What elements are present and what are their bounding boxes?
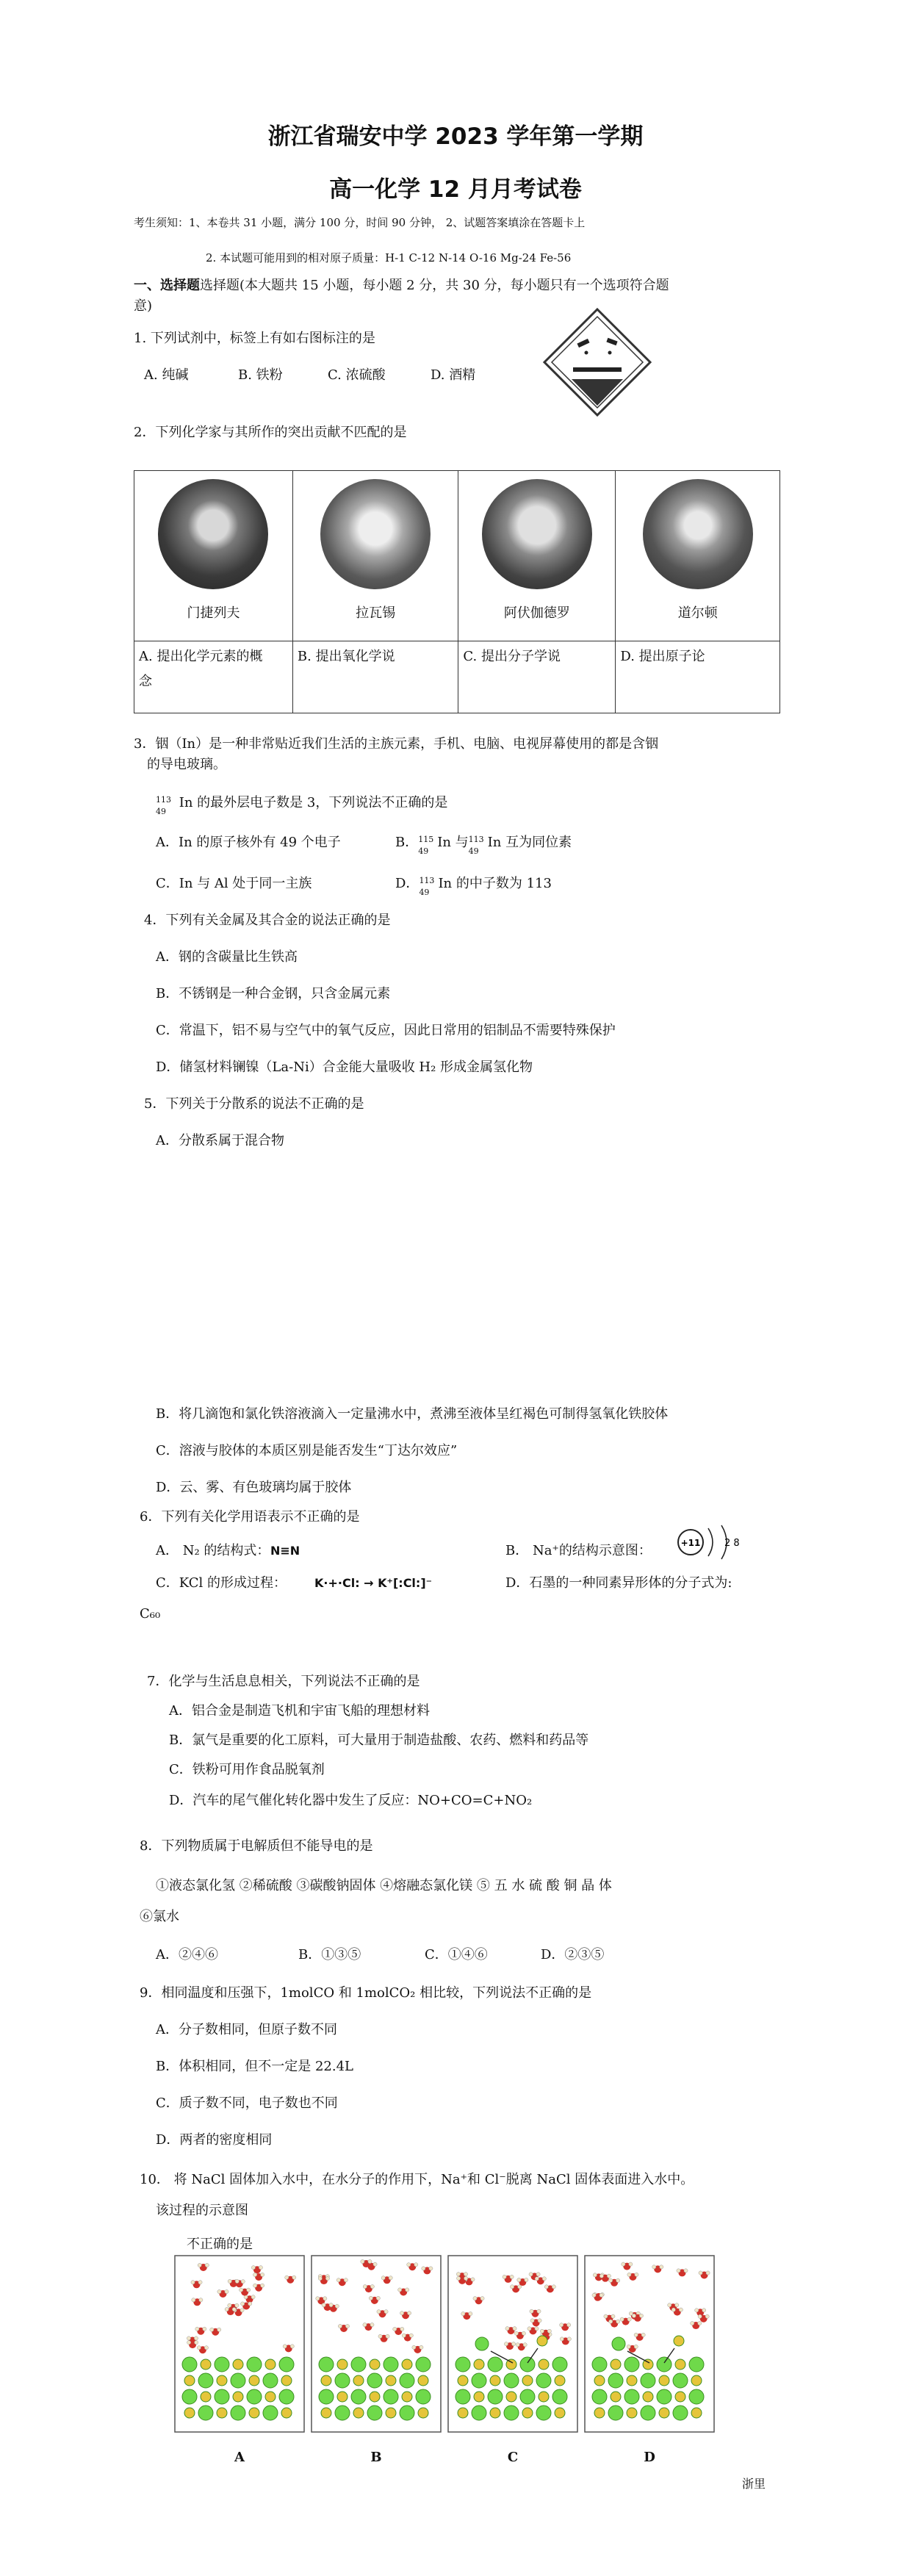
scientist-cell-avogadro	[458, 471, 616, 641]
scientist-cell-lavoisier	[292, 471, 458, 641]
chloride-ion	[472, 2373, 486, 2388]
nucleus-charge: +11	[680, 1538, 701, 1548]
chloride-ion	[231, 2373, 245, 2388]
chloride-ion	[247, 2357, 262, 2372]
q8-option-a: A．②④⑥	[156, 1947, 218, 1962]
dissolution-diagram-c	[447, 2254, 579, 2445]
q2-option-d: D. 提出原子论	[616, 641, 780, 713]
q8-option-d: D．②③⑤	[541, 1947, 605, 1962]
chloride-ion	[552, 2389, 567, 2404]
sodium-ion	[217, 2375, 227, 2386]
mendeleev-portrait	[158, 479, 268, 589]
option-letter: D．	[395, 876, 420, 891]
sodium-ion	[353, 2375, 364, 2386]
q3-stem-cont: 的导电玻璃。	[147, 757, 226, 772]
chloride-ion	[657, 2357, 671, 2372]
q3-option-d	[395, 874, 552, 897]
chloride-ion	[263, 2406, 278, 2420]
chloride-ion	[624, 2389, 639, 2404]
chloride-ion	[351, 2389, 366, 2404]
sodium-ion	[458, 2408, 468, 2418]
sodium-ion	[659, 2408, 669, 2418]
q5-option-a: A．分散系属于混合物	[156, 1133, 284, 1148]
chloride-ion	[689, 2357, 704, 2372]
q8-items: ①液态氯化氢 ②稀硫酸 ③碳酸钠固体 ④熔融态氯化镁 ⑤ 五 水 硫 酸 铜 晶 体	[156, 1878, 612, 1893]
q9-option-c: C．质子数不同，电子数也不同	[156, 2095, 338, 2111]
q6-option-a: A． N₂ 的结构式：	[156, 1543, 270, 1558]
q5-option-d: D．云、雾、有色玻璃均属于胶体	[156, 1480, 352, 1495]
section-desc: 选择题(本大题共 15 小题，每小题 2 分，共 30 分，每小题只有一个选项符合题	[200, 278, 669, 293]
q4-stem: 4．下列有关金属及其合金的说法正确的是	[144, 913, 391, 928]
q9-option-d: D．两者的密度相同	[156, 2132, 273, 2148]
section-heading	[134, 276, 669, 295]
q1-option-a: A. 纯碱	[144, 367, 189, 383]
sodium-ion	[201, 2359, 211, 2370]
chloride-ion	[592, 2357, 607, 2372]
q1-option-d: D. 酒精	[431, 367, 476, 383]
sodium-ion	[611, 2359, 621, 2370]
mass-number: 113	[468, 835, 484, 844]
section-title: 一、选择题	[134, 278, 200, 293]
chloride-ion	[400, 2373, 414, 2388]
chloride-ion	[279, 2389, 294, 2404]
chloride-ion	[198, 2406, 213, 2420]
chloride-ion	[231, 2406, 245, 2420]
sodium-ion	[386, 2408, 396, 2418]
sodium-ion	[265, 2359, 276, 2370]
atomic-number: 49	[418, 846, 429, 856]
diagram-label: A	[234, 2450, 245, 2465]
chloride-ion	[215, 2357, 229, 2372]
sodium-ion	[555, 2375, 565, 2386]
chloride-ion	[455, 2389, 470, 2404]
option-letter: B．	[395, 835, 419, 850]
lavoisier-portrait	[320, 479, 431, 589]
scientist-cell-dalton	[616, 471, 780, 641]
sodium-ion	[418, 2375, 428, 2386]
q2-option-a: A. 提出化学元素的概	[139, 649, 263, 664]
q3-stem-nuclide	[156, 794, 448, 816]
chloride-ion	[673, 2373, 688, 2388]
chloride-ion	[367, 2373, 382, 2388]
na-ion-structure-diagram	[673, 1519, 743, 1565]
sodium-ion	[539, 2392, 549, 2402]
chloride-ion	[504, 2373, 519, 2388]
sodium-ion	[691, 2408, 702, 2418]
chloride-ion	[520, 2389, 535, 2404]
q5-option-b: B．将几滴饱和氯化铁溶液滴入一定量沸水中，煮沸至液体呈红褐色可制得氢氧化铁胶体	[156, 1406, 669, 1422]
sodium-ion	[418, 2408, 428, 2418]
chloride-ion	[472, 2406, 486, 2420]
section-desc-cont: 意)	[134, 298, 153, 314]
sodium-ion	[506, 2392, 516, 2402]
chloride-ion	[279, 2357, 294, 2372]
q10-stem-cont: 该过程的示意图	[156, 2203, 248, 2218]
sodium-ion	[675, 2392, 685, 2402]
q6-option-d-formula: C₆₀	[140, 1606, 161, 1622]
sodium-ion	[458, 2375, 468, 2386]
chloride-ion	[384, 2357, 398, 2372]
exam-notice-2: 2. 本试题可能用到的相对原子质量：H-1 C-12 N-14 O-16 Mg-24 Fe-56	[206, 251, 572, 265]
chloride-ion	[641, 2373, 655, 2388]
option-text: In 的中子数为 113	[438, 876, 552, 891]
detached-ion	[612, 2337, 625, 2350]
nuclide-symbol	[419, 874, 438, 897]
sodium-ion	[659, 2375, 669, 2386]
sodium-ion	[249, 2375, 259, 2386]
chloride-ion	[657, 2389, 671, 2404]
chloride-ion	[198, 2373, 213, 2388]
chloride-ion	[215, 2389, 229, 2404]
sodium-ion	[281, 2375, 292, 2386]
q9-option-a: A．分子数相同，但原子数不同	[156, 2022, 337, 2037]
sodium-ion	[233, 2359, 243, 2370]
q2-option-a-cont: 念	[139, 674, 152, 689]
q6-stem: 6．下列有关化学用语表示不正确的是	[140, 1509, 360, 1525]
q8-items-cont: ⑥氯水	[140, 1909, 179, 1924]
exam-notice-1: 考生须知：1、本卷共 31 小题，满分 100 分，时间 90 分钟， 2、试题答案填涂在答题卡上	[134, 216, 586, 229]
option-text: In 互为同位素	[487, 835, 572, 850]
mass-number: 113	[419, 876, 435, 885]
sodium-ion	[233, 2392, 243, 2402]
q7-option-d: D．汽车的尾气催化转化器中发生了反应：NO+CO=C+NO₂	[169, 1793, 533, 1808]
sodium-ion	[594, 2408, 605, 2418]
diagram-panel-c	[447, 2254, 579, 2465]
q8-option-b: B．①③⑤	[298, 1947, 361, 1962]
diagram-panel-a	[173, 2254, 306, 2465]
q5-option-c: C．溶液与胶体的本质区别是能否发生“丁达尔效应”	[156, 1443, 458, 1458]
sodium-ion	[321, 2408, 331, 2418]
detached-ion	[537, 2336, 547, 2346]
sodium-ion	[539, 2359, 549, 2370]
q8-stem: 8．下列物质属于电解质但不能导电的是	[140, 1838, 373, 1854]
q10-stem-question: 不正确的是	[187, 2237, 253, 2252]
chloride-ion	[520, 2357, 535, 2372]
q3-stem: 3．铟（In）是一种非常贴近我们生活的主族元素，手机、电脑、电视屏幕使用的都是含铟	[134, 736, 659, 752]
q10-diagrams	[173, 2254, 724, 2465]
q9-stem: 9．相同温度和压强下，1molCO 和 1molCO₂ 相比较，下列说法不正确的是	[140, 1985, 592, 2001]
sodium-ion	[555, 2408, 565, 2418]
sodium-ion	[370, 2359, 380, 2370]
chloride-ion	[536, 2373, 551, 2388]
q1-option-b: B. 铁粉	[238, 367, 283, 383]
chloride-ion	[335, 2373, 350, 2388]
q4-option-d: D．储氢材料镧镍（La-Ni）合金能大量吸收 H₂ 形成金属氢化物	[156, 1059, 533, 1075]
diagram-label: D	[644, 2450, 655, 2465]
page-footer: 浙里	[742, 2477, 766, 2491]
sodium-ion	[691, 2375, 702, 2386]
sodium-ion	[643, 2392, 653, 2402]
q5-stem: 5．下列关于分散系的说法不正确的是	[144, 1096, 364, 1112]
scientist-name: 拉瓦锡	[356, 605, 396, 621]
chloride-ion	[182, 2357, 197, 2372]
dalton-portrait	[643, 479, 753, 589]
dissolution-diagram-a	[173, 2254, 306, 2445]
sodium-ion	[337, 2392, 348, 2402]
chloride-ion	[319, 2389, 334, 2404]
sodium-ion	[265, 2392, 276, 2402]
scientist-name: 道尔顿	[677, 605, 718, 621]
sodium-ion	[281, 2408, 292, 2418]
sodium-ion	[184, 2408, 195, 2418]
chloride-ion	[351, 2357, 366, 2372]
sodium-ion	[321, 2375, 331, 2386]
scientist-name: 阿伏伽德罗	[503, 605, 570, 621]
nuclide-symbol	[468, 833, 488, 856]
sodium-ion	[353, 2408, 364, 2418]
q7-stem: 7．化学与生活息息相关，下列说法不正确的是	[147, 1674, 420, 1689]
q2-option-c: C. 提出分子学说	[458, 641, 616, 713]
q1-option-c: C. 浓硫酸	[328, 367, 386, 383]
atomic-number: 49	[156, 807, 166, 816]
mass-number: 113	[156, 795, 171, 805]
sodium-ion	[184, 2375, 195, 2386]
detached-ion	[674, 2336, 684, 2346]
dissolution-diagram-b	[310, 2254, 442, 2445]
chloride-ion	[552, 2357, 567, 2372]
diagram-label: C	[507, 2450, 519, 2465]
exam-title: 高一化学 12 月月考试卷	[329, 176, 582, 203]
q8-option-c: C．①④⑥	[425, 1947, 488, 1962]
q1-stem: 1. 下列试剂中，标签上有如右图标注的是	[134, 331, 375, 346]
corrosive-hazard-icon	[542, 307, 652, 417]
q2-option-a-cell	[134, 641, 293, 713]
dissolution-diagram-d	[583, 2254, 716, 2445]
q4-option-a: A．钢的含碳量比生铁高	[156, 949, 298, 965]
chloride-ion	[689, 2389, 704, 2404]
sodium-ion	[386, 2375, 396, 2386]
chloride-ion	[263, 2373, 278, 2388]
diagram-label: B	[370, 2450, 382, 2465]
mass-number: 115	[418, 835, 434, 844]
option-text: In 与	[437, 835, 469, 850]
chloride-ion	[384, 2389, 398, 2404]
sodium-ion	[201, 2392, 211, 2402]
q7-option-b: B．氯气是重要的化工原料，可大量用于制造盐酸、农药、燃料和药品等	[169, 1733, 589, 1748]
scientist-cell-mendeleev	[134, 471, 293, 641]
electron-shells: 2 8	[724, 1538, 740, 1549]
q3-stem-text: In 的最外层电子数是 3，下列说法不正确的是	[179, 795, 448, 810]
chloride-ion	[536, 2406, 551, 2420]
q3-option-b	[395, 833, 572, 856]
chloride-ion	[488, 2389, 503, 2404]
q9-option-b: B．体积相同，但不一定是 22.4L	[156, 2059, 353, 2074]
scientist-name: 门捷列夫	[187, 605, 240, 621]
sodium-ion	[522, 2408, 533, 2418]
sodium-ion	[611, 2392, 621, 2402]
q6-option-d: D．石墨的一种同素异形体的分子式为:	[505, 1575, 732, 1591]
q7-option-c: C．铁粉可用作食品脱氧剂	[169, 1762, 325, 1777]
q7-option-a: A．铝合金是制造飞机和宇宙飞船的理想材料	[169, 1703, 430, 1719]
nuclide-symbol	[418, 833, 437, 856]
chloride-ion	[608, 2406, 623, 2420]
chloride-ion	[182, 2389, 197, 2404]
n2-structural-formula: N≡N	[270, 1544, 300, 1558]
sodium-ion	[474, 2392, 484, 2402]
q2-scientist-table	[134, 470, 780, 713]
sodium-ion	[402, 2392, 412, 2402]
chloride-ion	[416, 2389, 431, 2404]
sodium-ion	[402, 2359, 412, 2370]
q3-option-a: A．In 的原子核外有 49 个电子	[156, 835, 341, 850]
atomic-number: 49	[419, 888, 430, 897]
diagram-panel-d	[583, 2254, 716, 2465]
chloride-ion	[608, 2373, 623, 2388]
q10-stem: 10． 将 NaCl 固体加入水中，在水分子的作用下，Na⁺和 Cl⁻脱离 NaCl 固体表面进入水中。	[140, 2172, 694, 2187]
chloride-ion	[673, 2406, 688, 2420]
avogadro-portrait	[482, 479, 592, 589]
sodium-ion	[594, 2375, 605, 2386]
sodium-ion	[249, 2408, 259, 2418]
chloride-ion	[504, 2406, 519, 2420]
chloride-ion	[319, 2357, 334, 2372]
chloride-ion	[488, 2357, 503, 2372]
diagram-panel-b	[310, 2254, 442, 2465]
q6-option-c: C．KCl 的形成过程：	[156, 1575, 287, 1591]
q4-option-b: B．不锈钢是一种合金钢，只含金属元素	[156, 986, 391, 1001]
chloride-ion	[641, 2406, 655, 2420]
q4-option-c: C．常温下，铝不易与空气中的氧气反应，因此日常用的铝制品不需要特殊保护	[156, 1023, 616, 1038]
chloride-ion	[335, 2406, 350, 2420]
sodium-ion	[490, 2375, 500, 2386]
kcl-formation-formula: K·+·Cl: → K⁺[:Cl:]⁻	[314, 1576, 433, 1590]
chloride-ion	[624, 2357, 639, 2372]
chloride-ion	[592, 2389, 607, 2404]
sodium-ion	[474, 2359, 484, 2370]
atomic-number: 49	[468, 846, 479, 856]
chloride-ion	[247, 2389, 262, 2404]
exam-school-title: 浙江省瑞安中学 2023 学年第一学期	[267, 123, 644, 150]
detached-ion	[475, 2337, 489, 2350]
q3-option-c: C．In 与 Al 处于同一主族	[156, 876, 312, 891]
sodium-ion	[627, 2408, 637, 2418]
chloride-ion	[416, 2357, 431, 2372]
sodium-ion	[370, 2392, 380, 2402]
chloride-ion	[400, 2406, 414, 2420]
q2-stem: 2．下列化学家与其所作的突出贡献不匹配的是	[134, 425, 407, 440]
q6-option-b: B． Na⁺的结构示意图：	[505, 1543, 652, 1558]
chloride-ion	[367, 2406, 382, 2420]
sodium-ion	[217, 2408, 227, 2418]
sodium-ion	[627, 2375, 637, 2386]
sodium-ion	[675, 2359, 685, 2370]
sodium-ion	[522, 2375, 533, 2386]
q2-option-b: B. 提出氧化学说	[292, 641, 458, 713]
chloride-ion	[455, 2357, 470, 2372]
sodium-ion	[337, 2359, 348, 2370]
nuclide-symbol	[156, 794, 175, 816]
sodium-ion	[490, 2408, 500, 2418]
